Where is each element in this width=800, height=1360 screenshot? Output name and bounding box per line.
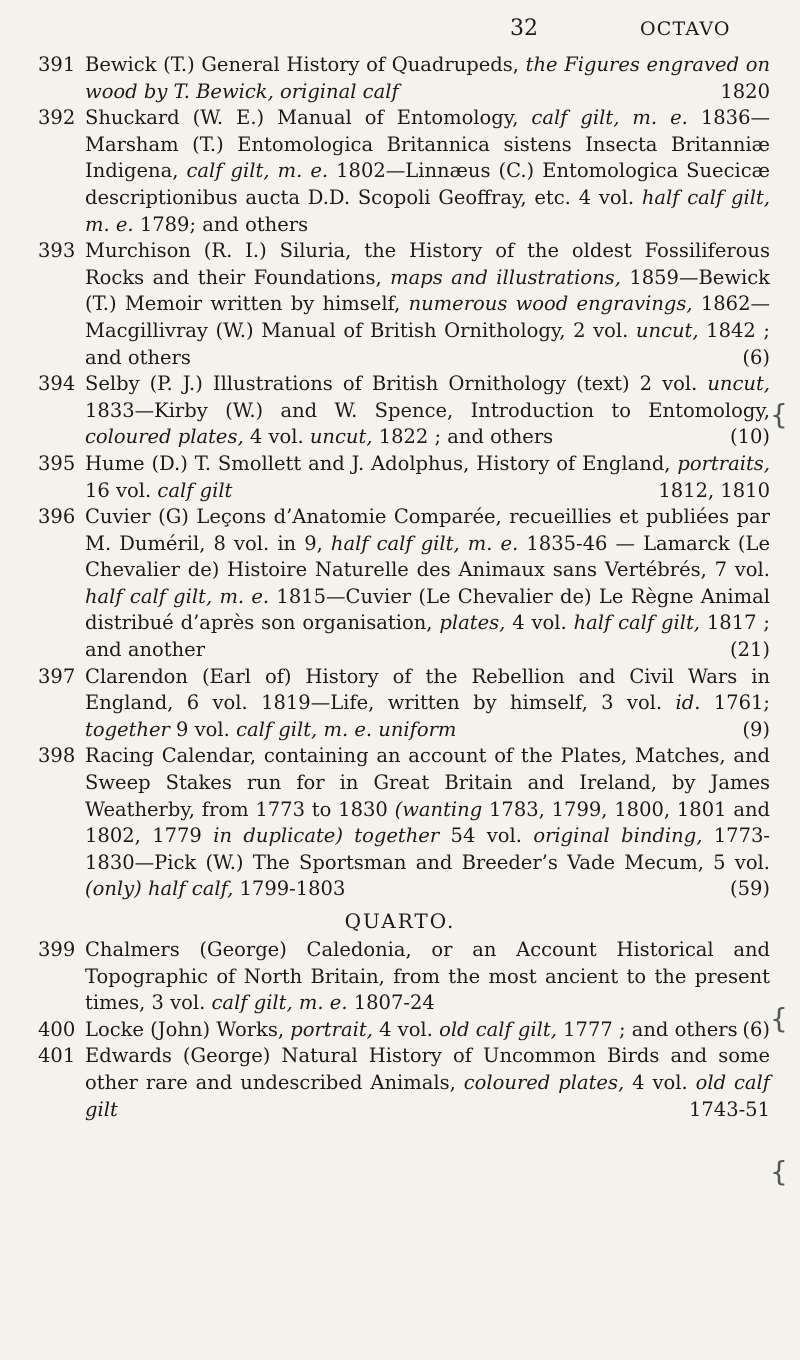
catalogue-lot	[0, 52, 800, 105]
lot-description-italic: half calf gilt, m. e.	[330, 531, 519, 555]
lot-description-text: Cuvier (G) Leçons d’Anatomie Comparée, recueillies et publiées par M. Duméril, 8 vol. in 9,	[85, 505, 770, 555]
lot-description-text: 1815—Cuvier (Le Chevalier de) Le Règne Animal distribué d’après son organisation,	[85, 584, 770, 635]
lot-description-italic: uncut,	[635, 318, 699, 342]
lot-number: 393	[38, 239, 76, 263]
lot-description	[85, 105, 770, 238]
lot-description	[85, 743, 770, 903]
lot-description-text: 1761;	[700, 691, 770, 715]
lot-description-text: 1807-24	[347, 991, 435, 1015]
lot-description-text: 1783, 1799, 1800, 1801 and 1802, 1779	[85, 797, 771, 848]
lot-description-text: 1836—Marsham (T.) Entomologica Britannica sistens Insecta Britanniæ Indigena,	[85, 106, 770, 183]
lot-description-text: 1802—Linnæus (C.) Entomologica Suecicæ descriptionibus aucta D.D. Scopoli Geoffray, etc. 4 vol.	[85, 159, 771, 209]
lot-date: (6)	[742, 345, 770, 369]
lot-description-text: Murchison (R. I.) Siluria, the History of the oldest Fossiliferous Rocks and their Foundations,	[85, 239, 770, 289]
lot-description	[85, 937, 770, 1017]
catalogue-lot	[0, 1017, 800, 1044]
lot-description-italic: uncut,	[707, 372, 770, 396]
lot-description-italic: in duplicate) together	[213, 824, 440, 848]
lot-description-italic: numerous wood engravings,	[408, 292, 693, 316]
lot-description-italic: half calf gilt, m. e.	[85, 584, 270, 608]
lot-description-text: 1773-1830—Pick (W.) The Sportsman and Breeder’s Vade Mecum, 5 vol.	[85, 824, 770, 874]
lot-description	[85, 504, 770, 664]
lot-description-italic: portrait,	[290, 1017, 373, 1041]
lot-description	[85, 52, 770, 105]
lot-description-text: Edwards (George) Natural History of Uncommon Birds and some other rare and undescribed Animals,	[85, 1044, 770, 1094]
lot-date: (21)	[729, 638, 770, 662]
lot-description-italic: (only) half calf,	[85, 877, 234, 901]
lot-description-text: 16 vol.	[85, 478, 158, 502]
lot-description-text: 4 vol.	[372, 1017, 440, 1041]
lot-description	[85, 1043, 770, 1123]
lot-date: 1743-51	[688, 1097, 770, 1121]
lot-description-text: 1842 ; and others	[85, 318, 770, 369]
catalogue-lot	[0, 238, 800, 371]
lot-description-text: 1789; and others	[133, 212, 309, 236]
lot-description-text: Shuckard (W. E.) Manual of Entomology,	[85, 106, 532, 130]
lot-description-text: 1859—Bewick (T.) Memoir written by himself,	[85, 265, 770, 316]
lot-description-italic: uncut,	[309, 425, 373, 449]
catalogue-lot	[0, 451, 800, 504]
lot-number: 391	[38, 53, 76, 76]
catalogue-lot	[0, 664, 800, 744]
lot-description-italic: calf gilt	[157, 478, 233, 502]
lot-description-italic: coloured plates,	[463, 1070, 625, 1094]
lot-description-italic: portraits,	[677, 451, 770, 475]
lot-number: 394	[38, 372, 76, 396]
lot-date: 1812, 1810	[658, 478, 770, 502]
lot-description-text: Clarendon (Earl of) History of the Rebellion and Civil Wars in England, 6 vol. 1819—Life, written by himself, 3 vol.	[85, 664, 770, 715]
lot-description-italic: coloured plates,	[85, 425, 244, 449]
lot-description-italic: old calf gilt	[85, 1070, 770, 1121]
bracket-mark: {	[770, 1155, 788, 1188]
lot-list	[0, 52, 800, 1123]
lot-description-italic: maps and illustrations,	[390, 265, 621, 289]
lot-description	[85, 1017, 770, 1044]
lot-description-italic: calf gilt, m. e.	[211, 991, 348, 1015]
lot-description	[85, 451, 770, 504]
lot-description-italic: original binding,	[533, 824, 703, 848]
lot-number: 401	[38, 1044, 76, 1068]
page-header	[0, 10, 800, 46]
lot-description	[85, 664, 770, 744]
lot-description-text: Bewick (T.) General History of Quadrupeds,	[85, 53, 526, 76]
lot-description-italic: the Figures engraved on wood by T. Bewick, original calf	[85, 53, 771, 103]
lot-description-italic: (wanting	[394, 797, 483, 821]
lot-date: 1820	[720, 79, 770, 103]
lot-description-text: 54 vol.	[439, 824, 534, 848]
lot-description-italic: calf gilt, m. e.	[531, 106, 688, 130]
lot-description-italic: old calf gilt,	[439, 1017, 557, 1041]
lot-date: (6)	[742, 1017, 770, 1041]
page-number: 32	[510, 16, 538, 41]
lot-description-text: 1835-46 — Lamarck (Le Chevalier de) Histoire Naturelle des Animaux sans Vertébrés, 7 vol.	[85, 531, 771, 582]
lot-description-text: 1822 ; and others	[372, 425, 554, 449]
lot-description-text: 1833—Kirby (W.) and W. Spence, Introduction to Entomology,	[85, 398, 770, 422]
lot-number: 396	[38, 505, 76, 529]
lot-date: (10)	[729, 425, 770, 449]
catalogue-lot	[0, 743, 800, 903]
lot-description-text: 1817 ; and another	[85, 611, 770, 662]
lot-description-italic: half calf gilt,	[573, 611, 701, 635]
lot-description-text: 1777 ; and others	[556, 1017, 738, 1041]
lot-date: (9)	[742, 717, 770, 741]
lot-description-text: Chalmers (George) Caledonia, or an Account Historical and Topographic of North Britain, from the most ancient to the present times, 3 vol.	[85, 938, 770, 1015]
catalogue-lot	[0, 1043, 800, 1123]
lot-date: (59)	[729, 877, 770, 901]
lot-description-text: 1799-1803	[233, 877, 346, 901]
lot-number: 397	[38, 664, 76, 688]
lot-description-text: Hume (D.) T. Smollett and J. Adolphus, History of England,	[85, 451, 678, 475]
catalogue-lot	[0, 105, 800, 238]
lot-description-text: 1862—Macgillivray (W.) Manual of British Ornithology, 2 vol.	[85, 292, 771, 342]
lot-description-text: 4 vol.	[624, 1070, 696, 1094]
lot-number: 392	[38, 106, 76, 130]
lot-description-text: Selby (P. J.) Illustrations of British Ornithology (text) 2 vol.	[85, 372, 708, 396]
catalogue-lot	[0, 504, 800, 664]
lot-description	[85, 371, 770, 451]
lot-description-italic: calf gilt, m. e.	[186, 159, 329, 183]
bracket-mark: {	[770, 1002, 788, 1035]
lot-description-text: 9 vol.	[169, 717, 237, 741]
catalogue-lot	[0, 371, 800, 451]
lot-description-text: Locke (John) Works,	[85, 1017, 291, 1041]
bracket-mark: {	[770, 398, 788, 431]
lot-description-italic: id.	[675, 691, 701, 715]
lot-description-text: 4 vol.	[243, 425, 310, 449]
lot-number: 399	[38, 938, 76, 961]
lot-number: 398	[38, 744, 76, 768]
lot-description-text: 4 vol.	[505, 611, 574, 635]
lot-description-italic: together	[85, 717, 170, 741]
section-title: QUARTO.	[344, 909, 456, 933]
lot-number: 400	[38, 1017, 76, 1041]
lot-description-italic: calf gilt, m. e. uniform	[236, 717, 457, 741]
lot-description-italic: half calf gilt, m. e.	[85, 185, 770, 236]
lot-description-italic: plates,	[439, 611, 506, 635]
lot-description	[85, 238, 770, 371]
catalogue-lot	[0, 937, 800, 1017]
lot-description-text: Racing Calendar, containing an account of the Plates, Matches, and Sweep Stakes run for in Great Britain and Ireland, by James Weatherby, from 1773 to 1830	[85, 744, 770, 821]
running-head: OCTAVO	[640, 18, 731, 40]
lot-number: 395	[38, 451, 76, 475]
